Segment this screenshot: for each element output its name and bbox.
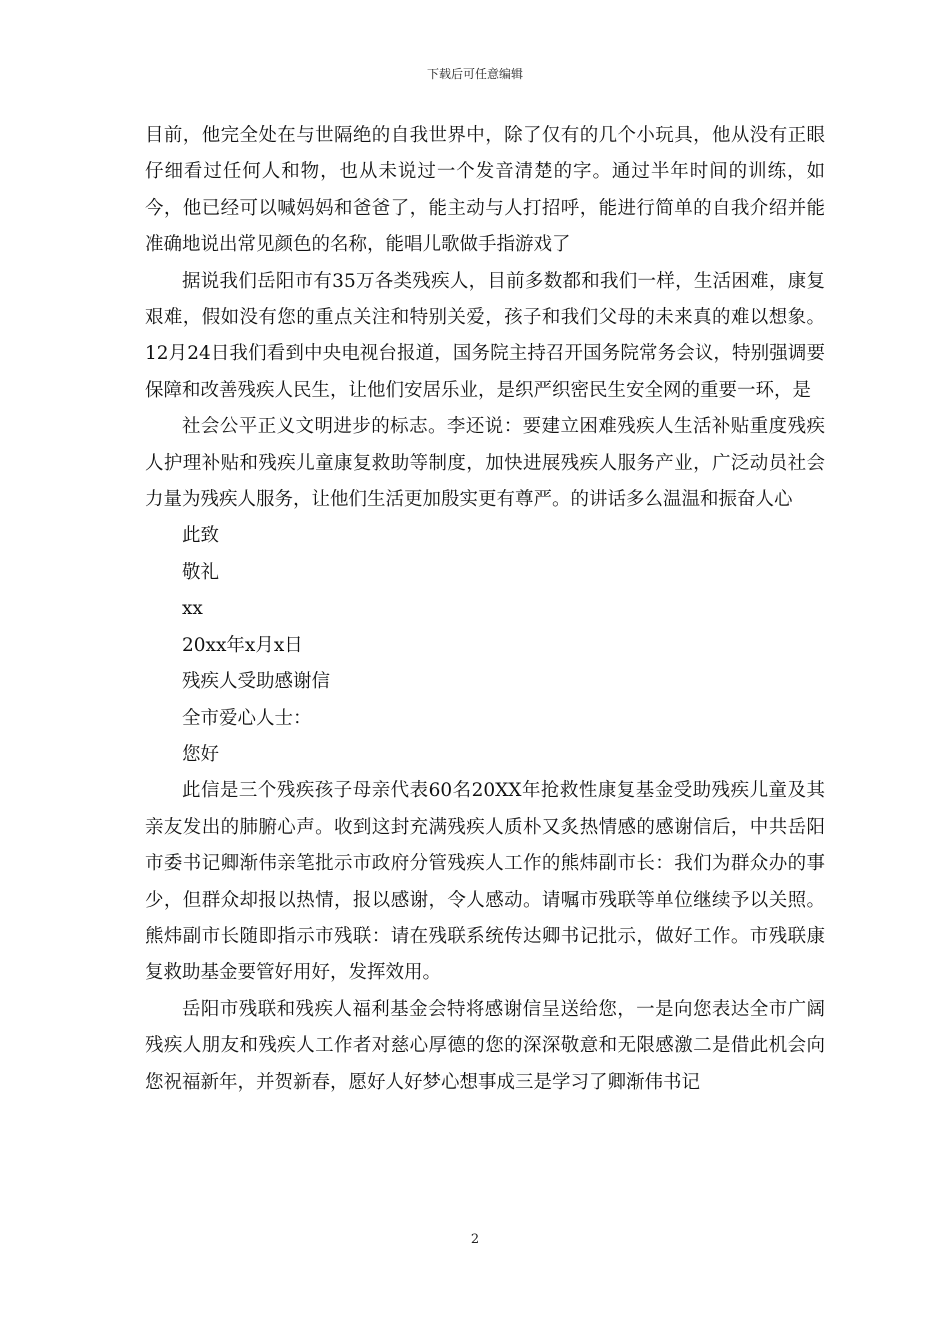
paragraph-5: 岳阳市残联和残疾人福利基金会特将感谢信呈送给您，一是向您表达全市广阔残疾人朋友和残疾人工作者对慈心厚德的您的深深敬意和无限感激二是借此机会向您祝福新年，并贺新春，愿好人好梦心想事成三是学习了卿渐伟书记 — [145, 998, 825, 1093]
date-line: 20xx年x月x日 — [182, 634, 303, 656]
paragraph-1: 目前，他完全处在与世隔绝的自我世界中，除了仅有的几个小玩具，他从没有正眼仔细看过任何人和物，也从未说过一个发音清楚的字。通过半年时间的训练，如今，他已经可以喊妈妈和爸爸了，能主动与人打招呼，能进行简单的自我介绍并能准确地说出常见颜色的名称，能唱儿歌做手指游戏了 — [145, 125, 825, 256]
page-header-note: 下载后可任意编辑 — [426, 67, 523, 81]
document-body — [145, 118, 825, 1101]
paragraph-3: 社会公平正义文明进步的标志。李还说：要建立困难残疾人生活补贴重度残疾人护理补贴和残疾儿童康复救助等制度，加快进展残疾人服务产业，广泛动员社会力量为残疾人服务，让他们生活更加殷实更有尊严。的讲话多么温温和振奋人心 — [145, 416, 825, 511]
salutation: 全市爱心人士： — [182, 707, 312, 729]
paragraph-2: 据说我们岳阳市有35万各类残疾人，目前多数都和我们一样，生活困难，康复艰难，假如没有您的重点关注和特别关爱，孩子和我们父母的未来真的难以想象。12月24日我们看到中央电视台报道，国务院主持召开国务院常务会议，特别强调要保障和改善残疾人民生，让他们安居乐业，是织严织密民生安全网的重要一环，是 — [145, 270, 825, 401]
page-number: 2 — [470, 1232, 480, 1247]
closing-cizhi: 此致 — [182, 525, 220, 547]
greeting: 您好 — [182, 743, 220, 765]
paragraph-4: 此信是三个残疾孩子母亲代表60名20XX年抢救性康复基金受助残疾儿童及其亲友发出的肺腑心声。收到这封充满残疾人质朴又炙热情感的感谢信后，中共岳阳市委书记卿渐伟亲笔批示市政府分管残疾人工作的熊炜副市长：我们为群众办的事少，但群众却报以热情，报以感谢，令人感动。请嘱市残联等单位继续予以关照。熊炜副市长随即指示市残联：请在残联系统传达卿书记批示，做好工作。市残联康复救助基金要管好用好，发挥效用。 — [145, 780, 825, 984]
letter-title: 残疾人受助感谢信 — [182, 671, 331, 693]
signature: xx — [182, 598, 203, 620]
closing-jingli: 敬礼 — [182, 561, 220, 583]
